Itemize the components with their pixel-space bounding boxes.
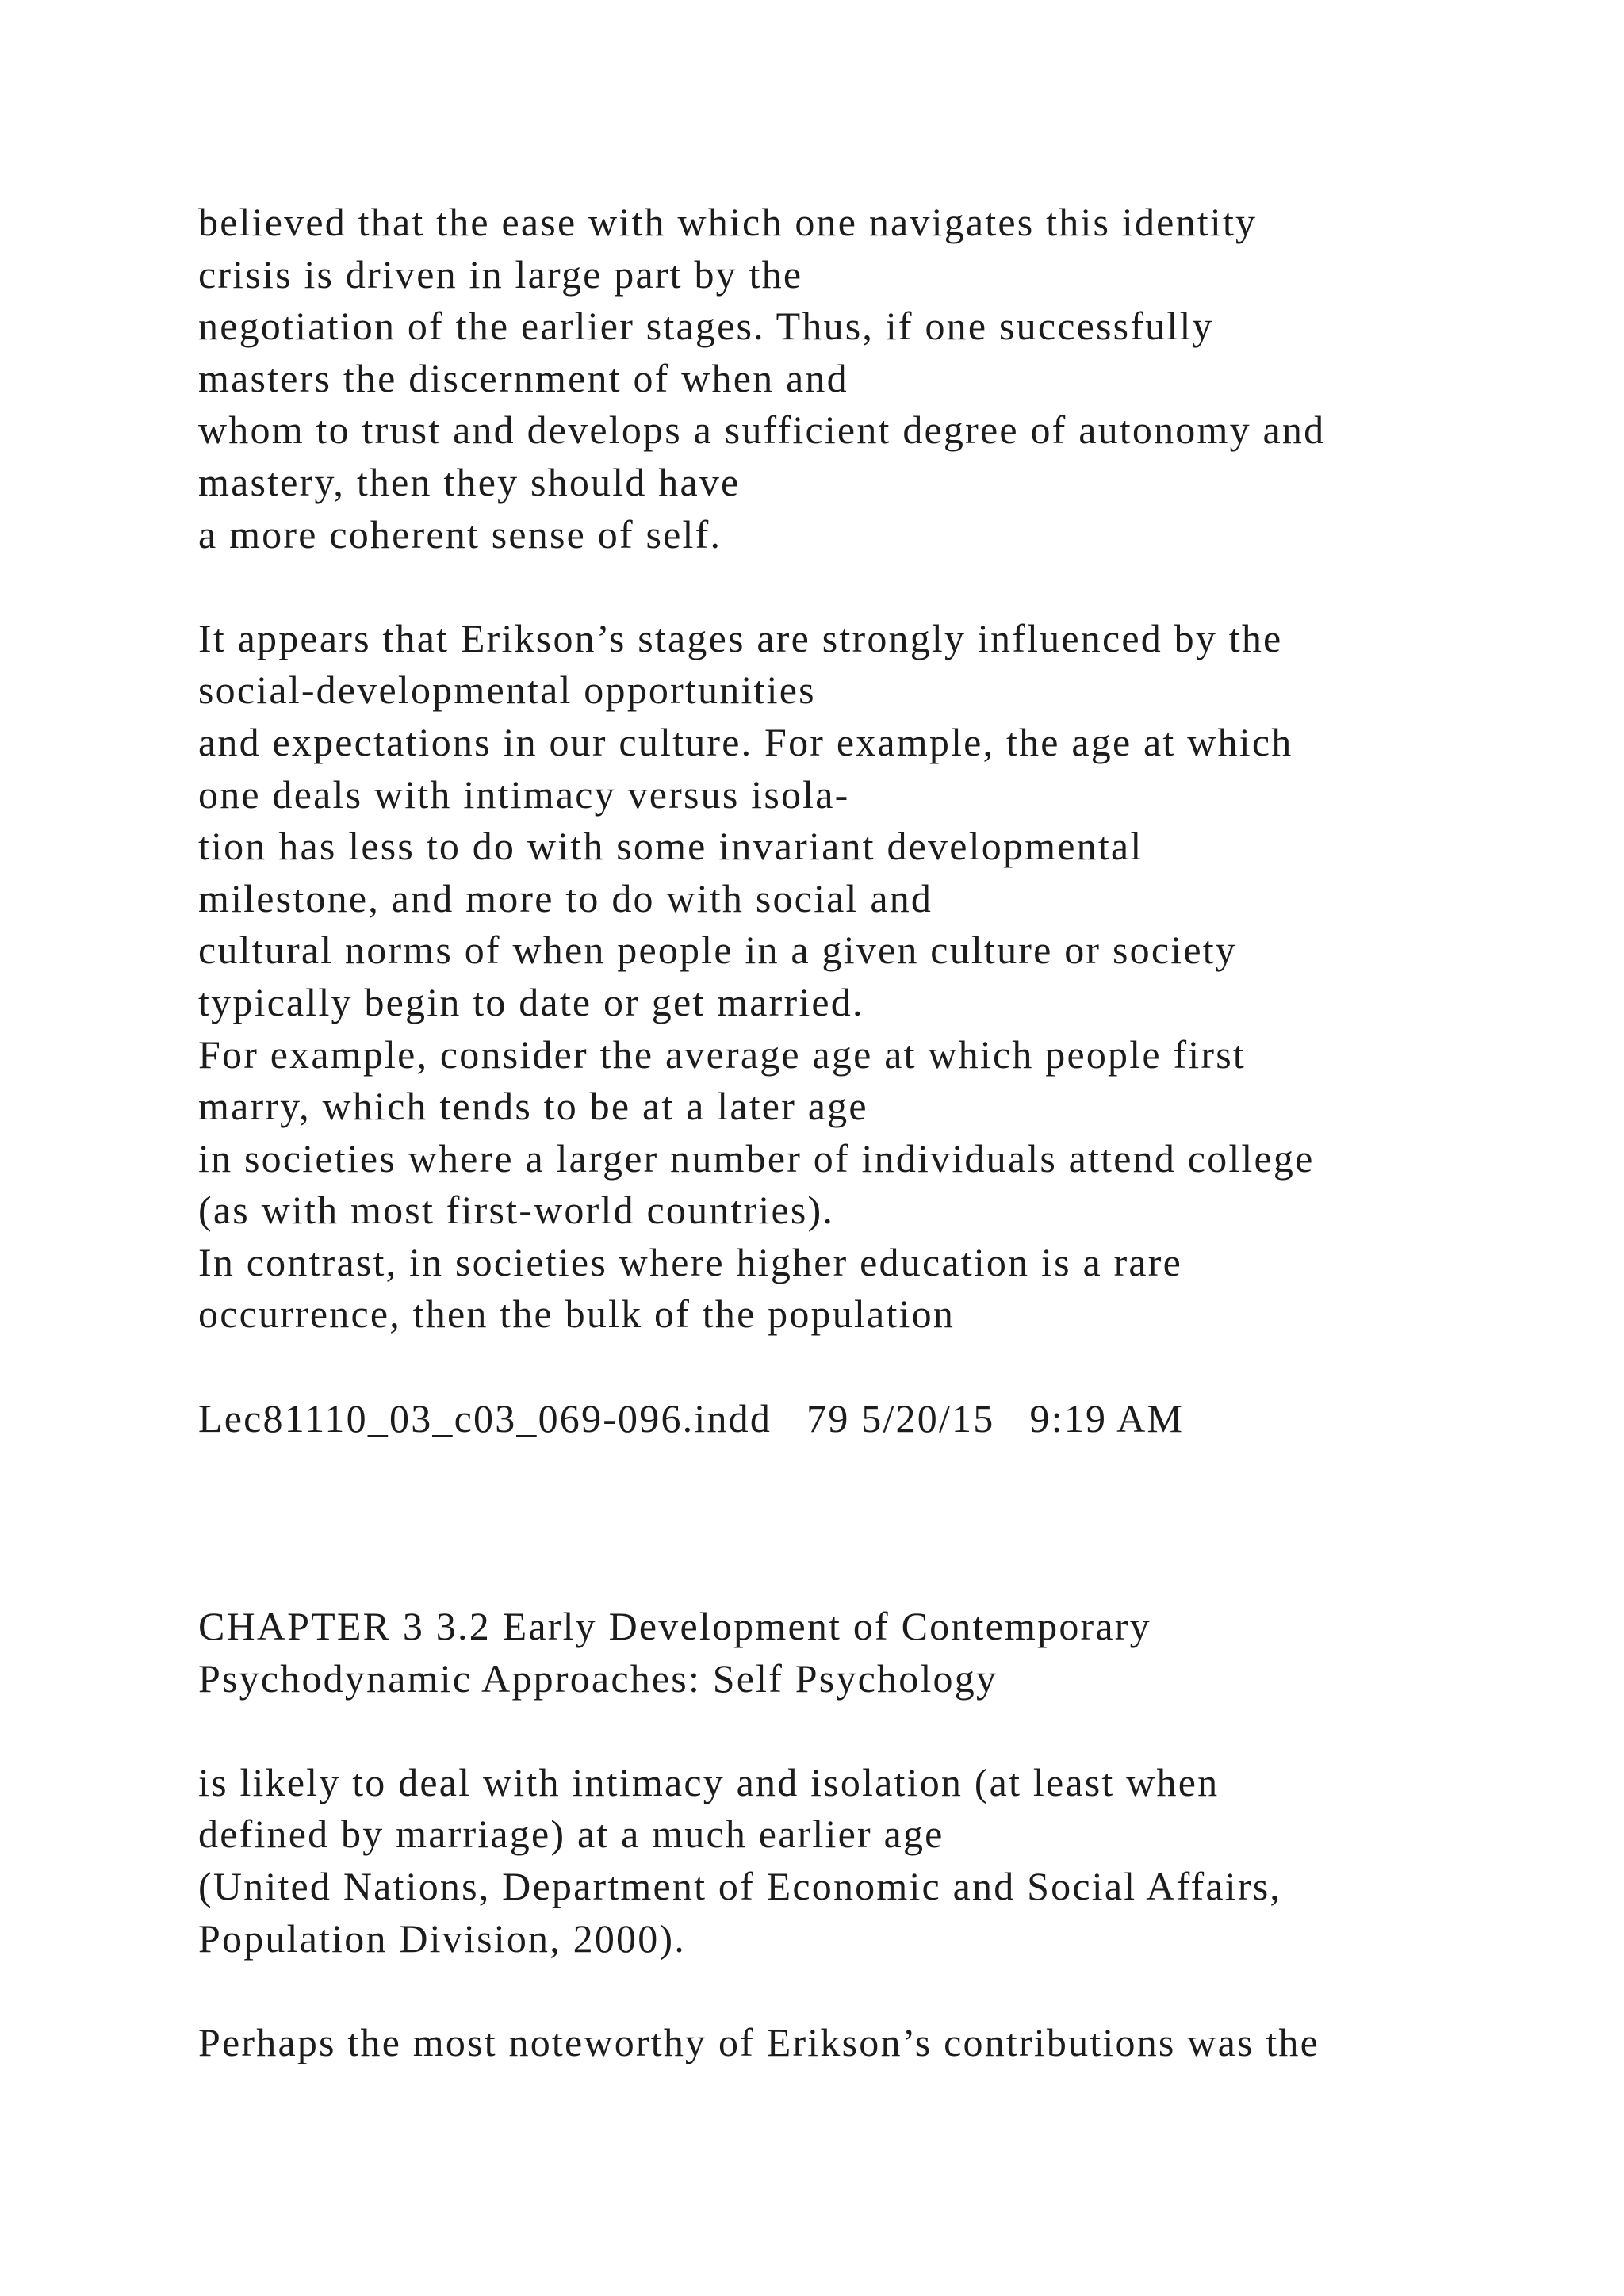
text-line: a more coherent sense of self.	[198, 511, 722, 557]
text-line: typically begin to date or get married.	[198, 979, 864, 1024]
text-line: is likely to deal with intimacy and isolation (at least when	[198, 1759, 1220, 1804]
text-line: For example, consider the average age at which people first	[198, 1031, 1246, 1077]
text-line: in societies where a larger number of individuals attend college	[198, 1135, 1315, 1181]
text-line: Population Division, 2000).	[198, 1915, 686, 1961]
page-break-gap	[198, 1445, 1546, 1601]
text-line: (as with most first-world countries).	[198, 1188, 835, 1233]
text-line: It appears that Erikson’s stages are strongly influenced by the	[198, 615, 1283, 660]
text-line: tion has less to do with some invariant developmental	[198, 824, 1143, 869]
chapter-heading-line: CHAPTER 3 3.2 Early Development of Contemporary	[198, 1604, 1151, 1649]
blank-line	[198, 1341, 1546, 1393]
text-line: marry, which tends to be at a later age	[198, 1084, 868, 1129]
text-line: (United Nations, Department of Economic and Social Affairs,	[198, 1864, 1282, 1909]
text-line: negotiation of the earlier stages. Thus, if one successfully	[198, 304, 1214, 349]
text-line: Perhaps the most noteworthy of Erikson’s contributions was the	[198, 2019, 1320, 2064]
blank-line	[198, 561, 1546, 613]
text-line: In contrast, in societies where higher education is a rare	[198, 1239, 1183, 1284]
text-line: whom to trust and develops a sufficient degree of autonomy and	[198, 408, 1326, 453]
text-line: milestone, and more to do with social and	[198, 875, 933, 920]
file-slug-line: Lec81110_03_c03_069-096.indd 79 5/20/15 9:19 AM	[198, 1395, 1185, 1441]
text-line: defined by marriage) at a much earlier age	[198, 1812, 944, 1857]
text-line: believed that the ease with which one navigates this identity	[198, 200, 1258, 244]
text-line: social-developmental opportunities	[198, 668, 816, 713]
text-line: mastery, then they should have	[198, 459, 741, 504]
text-line: crisis is driven in large part by the	[198, 251, 803, 297]
blank-line	[198, 1705, 1546, 1757]
text-line: occurrence, then the bulk of the population	[198, 1292, 956, 1337]
chapter-heading-line: Psychodynamic Approaches: Self Psychology	[198, 1655, 998, 1701]
text-line: cultural norms of when people in a given culture or society	[198, 928, 1237, 973]
text-line: one deals with intimacy versus isola-	[198, 771, 850, 817]
text-line: and expectations in our culture. For example, the age at which	[198, 719, 1293, 764]
document-body	[198, 197, 1546, 2068]
text-line: masters the discernment of when and	[198, 355, 848, 400]
blank-line	[198, 1965, 1546, 2017]
